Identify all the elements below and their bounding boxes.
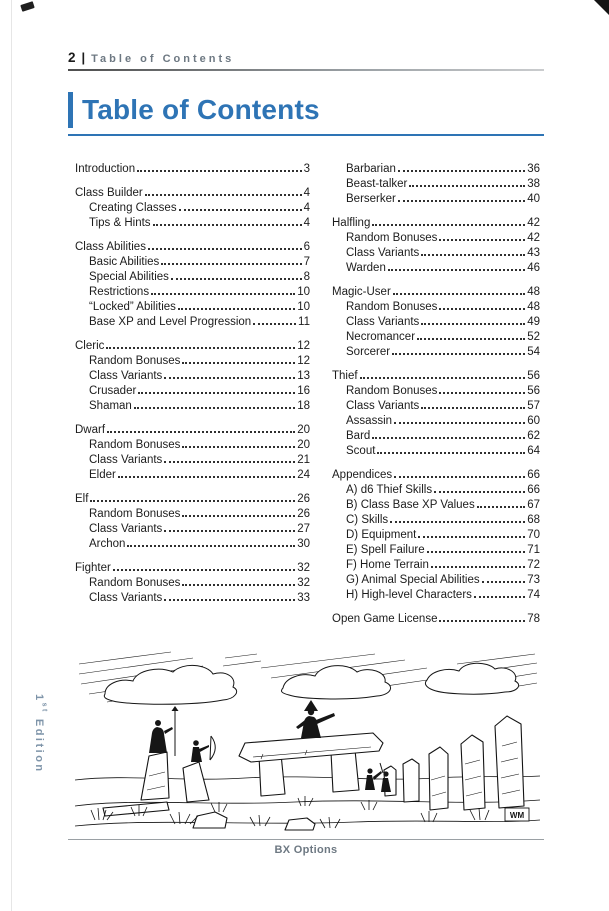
scan-artifact-top-left xyxy=(20,1,35,12)
toc-dot-leader xyxy=(164,461,295,463)
toc-entry-page: 13 xyxy=(297,370,310,382)
toc-entry-label: A) d6 Thief Skills xyxy=(346,484,433,496)
toc-entry-page: 46 xyxy=(527,262,540,274)
toc-entry-page: 72 xyxy=(527,559,540,571)
toc-entry-page: 54 xyxy=(527,346,540,358)
toc-entry xyxy=(75,298,310,313)
page-number: 2 xyxy=(68,50,76,65)
toc-dot-leader xyxy=(398,200,525,202)
title-rule xyxy=(68,134,544,136)
toc-dot-leader xyxy=(171,278,302,280)
toc-dot-leader xyxy=(439,308,525,310)
toc-entry xyxy=(332,160,540,175)
toc-entry-page: 56 xyxy=(527,370,540,382)
toc-dot-leader xyxy=(360,377,526,379)
toc-entry xyxy=(332,298,540,313)
toc-entry-page: 4 xyxy=(303,202,310,214)
toc-entry-page: 56 xyxy=(527,385,540,397)
toc-entry-page: 10 xyxy=(297,286,310,298)
toc-entry-label: Crusader xyxy=(89,385,137,397)
toc-dot-leader xyxy=(161,263,301,265)
toc-entry xyxy=(75,352,310,367)
toc-entry xyxy=(332,313,540,328)
toc-entry-label: Class Builder xyxy=(75,187,143,199)
toc-dot-leader xyxy=(421,407,525,409)
toc-entry-label: Special Abilities xyxy=(89,271,169,283)
toc-entry xyxy=(332,526,540,541)
toc-entry-label: Class Variants xyxy=(346,400,420,412)
toc-entry-label: “Locked” Abilities xyxy=(89,301,176,313)
toc-dot-leader xyxy=(90,500,295,502)
toc-dot-leader xyxy=(164,530,295,532)
toc-entry xyxy=(332,511,540,526)
toc-entry-page: 52 xyxy=(527,331,540,343)
toc-entry xyxy=(332,190,540,205)
toc-entry-page: 66 xyxy=(527,469,540,481)
toc-entry xyxy=(332,343,540,358)
illustration-standing-stones xyxy=(75,650,540,832)
toc-dot-leader xyxy=(439,239,525,241)
toc-entry-label: Class Abilities xyxy=(75,241,146,253)
toc-entry-label: Magic-User xyxy=(332,286,391,298)
toc-dot-leader xyxy=(145,194,302,196)
toc-entry-page: 43 xyxy=(527,247,540,259)
toc-entry-page: 6 xyxy=(303,241,310,253)
toc-dot-leader xyxy=(427,551,526,553)
toc-dot-leader xyxy=(179,209,302,211)
toc-entry xyxy=(75,520,310,535)
toc-entry xyxy=(332,481,540,496)
toc-dot-leader xyxy=(392,353,525,355)
toc-entry-label: Elder xyxy=(89,469,116,481)
toc-entry-label: Thief xyxy=(332,370,358,382)
toc-entry-label: H) High-level Characters xyxy=(346,589,472,601)
toc-entry-label: E) Spell Failure xyxy=(346,544,425,556)
toc-entry-page: 24 xyxy=(297,469,310,481)
toc-dot-leader xyxy=(393,293,525,295)
edition-number: 1 xyxy=(33,694,45,703)
toc-dot-leader xyxy=(394,476,525,478)
toc-entry xyxy=(75,559,310,574)
toc-entry xyxy=(75,397,310,412)
toc-dot-leader xyxy=(388,269,525,271)
toc-entry-page: 20 xyxy=(297,439,310,451)
toc-entry-label: Random Bonuses xyxy=(89,508,181,520)
toc-entry xyxy=(75,421,310,436)
toc-dot-leader xyxy=(137,170,301,172)
toc-dot-leader xyxy=(474,596,525,598)
toc-entry-label: Class Variants xyxy=(346,247,420,259)
toc-entry-label: Assassin xyxy=(346,415,393,427)
toc-dot-leader xyxy=(434,491,525,493)
toc-dot-leader xyxy=(134,407,295,409)
toc-entry xyxy=(332,175,540,190)
toc-dot-leader xyxy=(106,347,295,349)
toc-dot-leader xyxy=(439,620,525,622)
toc-entry-label: Class Variants xyxy=(89,523,163,535)
toc-entry-label: Class Variants xyxy=(346,316,420,328)
toc-dot-leader xyxy=(477,506,526,508)
toc-entry-label: Sorcerer xyxy=(346,346,391,358)
toc-entry-page: 33 xyxy=(297,592,310,604)
page-footer xyxy=(68,839,544,856)
toc-entry-page: 48 xyxy=(527,301,540,313)
toc-dot-leader xyxy=(398,170,525,172)
edition-ordinal: st xyxy=(40,702,48,714)
toc-entry xyxy=(75,214,310,229)
toc-entry xyxy=(332,283,540,298)
toc-entry xyxy=(332,229,540,244)
toc-dot-leader xyxy=(182,362,295,364)
toc-dot-leader xyxy=(409,185,525,187)
title-accent-bar xyxy=(68,92,73,128)
toc-entry-label: Shaman xyxy=(89,400,132,412)
toc-entry xyxy=(332,442,540,457)
toc-entry-page: 38 xyxy=(527,178,540,190)
toc-dot-leader xyxy=(107,431,295,433)
toc-entry-label: Restrictions xyxy=(89,286,150,298)
toc-entry-page: 40 xyxy=(527,193,540,205)
toc-dot-leader xyxy=(372,437,525,439)
figure-wizard xyxy=(296,700,335,738)
toc-entry xyxy=(332,328,540,343)
toc-entry xyxy=(75,451,310,466)
toc-entry xyxy=(332,610,540,625)
toc-entry-page: 78 xyxy=(527,613,540,625)
toc-dot-leader xyxy=(148,248,302,250)
toc-entry-label: Scout xyxy=(346,445,376,457)
toc-entry xyxy=(75,535,310,550)
toc-entry-label: B) Class Base XP Values xyxy=(346,499,475,511)
toc-entry-page: 3 xyxy=(303,163,310,175)
toc-entry xyxy=(332,427,540,442)
scan-artifact-top-right xyxy=(594,0,609,15)
toc-entry-label: Cleric xyxy=(75,340,105,352)
toc-entry xyxy=(75,160,310,175)
toc-entry-label: Base XP and Level Progression xyxy=(89,316,252,328)
figure-archer xyxy=(191,736,215,762)
toc-entry xyxy=(75,253,310,268)
title-block xyxy=(68,92,544,136)
toc-entry-page: 70 xyxy=(527,529,540,541)
toc-entry-page: 4 xyxy=(303,217,310,229)
toc-entry-page: 10 xyxy=(297,301,310,313)
toc-dot-leader xyxy=(127,545,295,547)
toc-dot-leader xyxy=(390,521,525,523)
toc-entry xyxy=(75,313,310,328)
toc-entry xyxy=(332,382,540,397)
toc-entry-label: Barbarian xyxy=(346,163,396,175)
header-divider: | xyxy=(81,50,86,65)
toc-entry xyxy=(75,283,310,298)
toc-entry-label: Class Variants xyxy=(89,592,163,604)
toc-entry-label: Fighter xyxy=(75,562,111,574)
toc-entry-label: Appendices xyxy=(332,469,393,481)
toc-entry xyxy=(332,556,540,571)
toc-entry-label: D) Equipment xyxy=(346,529,417,541)
toc-dot-leader xyxy=(164,377,295,379)
toc-entry-page: 62 xyxy=(527,430,540,442)
toc-entry xyxy=(332,367,540,382)
toc-entry-page: 36 xyxy=(527,163,540,175)
toc-entry-page: 64 xyxy=(527,445,540,457)
toc-entry xyxy=(75,466,310,481)
toc-entry xyxy=(75,238,310,253)
toc-dot-leader xyxy=(182,446,295,448)
toc-entry xyxy=(332,259,540,274)
footer-rule xyxy=(68,839,544,840)
edition-word: Edition xyxy=(33,718,45,774)
toc-entry-page: 71 xyxy=(527,544,540,556)
edition-sidebar-label xyxy=(33,694,48,774)
toc-entry xyxy=(75,337,310,352)
toc-entry-label: Open Game License xyxy=(332,613,438,625)
toc-entry-page: 4 xyxy=(303,187,310,199)
toc-entry-page: 27 xyxy=(297,523,310,535)
toc-entry-label: Random Bonuses xyxy=(346,232,438,244)
footer-title: BX Options xyxy=(274,844,338,856)
toc-entry-page: 7 xyxy=(303,256,310,268)
toc-dot-leader xyxy=(417,338,525,340)
toc-entry-label: Beast-talker xyxy=(346,178,408,190)
toc-entry xyxy=(75,436,310,451)
toc-entry-label: Class Variants xyxy=(89,454,163,466)
toc-entry-label: Random Bonuses xyxy=(346,385,438,397)
toc-dot-leader xyxy=(182,584,295,586)
toc-dot-leader xyxy=(394,422,525,424)
toc-entry-label: Random Bonuses xyxy=(89,577,181,589)
toc-entry-page: 12 xyxy=(297,355,310,367)
toc-entry xyxy=(75,505,310,520)
toc-dot-leader xyxy=(421,254,525,256)
figure-mage xyxy=(149,706,179,756)
artist-signature: WM xyxy=(509,811,525,820)
toc-entry-label: Bard xyxy=(346,430,371,442)
standing-stones-drawing xyxy=(75,650,540,832)
page-title: Table of Contents xyxy=(82,94,320,125)
toc-entry-label: Random Bonuses xyxy=(89,355,181,367)
toc-dot-leader xyxy=(113,569,295,571)
toc-entry-label: Random Bonuses xyxy=(346,301,438,313)
toc-entry-page: 73 xyxy=(527,574,540,586)
toc-dot-leader xyxy=(182,515,295,517)
toc-entry-label: Introduction xyxy=(75,163,136,175)
toc-dot-leader xyxy=(138,392,295,394)
toc-entry-page: 57 xyxy=(527,400,540,412)
toc-entry-label: F) Home Terrain xyxy=(346,559,429,571)
toc-entry-page: 18 xyxy=(297,400,310,412)
artist-signature-box xyxy=(505,808,529,821)
figure-fighter-1 xyxy=(365,763,383,790)
toc-entry xyxy=(332,586,540,601)
toc-entry xyxy=(75,268,310,283)
toc-entry xyxy=(75,490,310,505)
toc-dot-leader xyxy=(178,308,295,310)
toc-column-right xyxy=(332,160,540,625)
toc-entry xyxy=(75,184,310,199)
toc-entry xyxy=(75,199,310,214)
toc-entry xyxy=(332,541,540,556)
toc-dot-leader xyxy=(153,224,302,226)
toc-entry-page: 42 xyxy=(527,217,540,229)
toc-entry-page: 8 xyxy=(303,271,310,283)
toc-entry xyxy=(75,574,310,589)
header-rule xyxy=(68,69,544,71)
toc-entry xyxy=(332,466,540,481)
toc-entry-label: Class Variants xyxy=(89,370,163,382)
toc-entry-label: Creating Classes xyxy=(89,202,177,214)
toc-dot-leader xyxy=(118,476,295,478)
toc-entry-label: Necromancer xyxy=(346,331,416,343)
toc-dot-leader xyxy=(431,566,525,568)
toc-entry xyxy=(332,397,540,412)
toc-entry-label: Dwarf xyxy=(75,424,106,436)
toc-entry-page: 74 xyxy=(527,589,540,601)
toc-entry xyxy=(332,244,540,259)
toc-entry-page: 42 xyxy=(527,232,540,244)
running-header xyxy=(68,50,544,71)
toc-entry-page: 11 xyxy=(298,316,310,328)
toc-dot-leader xyxy=(439,392,525,394)
header-section-title: Table of Contents xyxy=(91,53,235,65)
table-of-contents xyxy=(75,160,540,625)
toc-entry-page: 21 xyxy=(297,454,310,466)
toc-entry xyxy=(332,214,540,229)
toc-entry xyxy=(75,589,310,604)
toc-entry xyxy=(332,571,540,586)
toc-entry-label: C) Skills xyxy=(346,514,389,526)
toc-entry-label: Random Bonuses xyxy=(89,439,181,451)
title-row xyxy=(68,92,544,128)
toc-entry-page: 20 xyxy=(297,424,310,436)
toc-entry-label: Halfling xyxy=(332,217,371,229)
toc-entry-page: 26 xyxy=(297,508,310,520)
toc-entry-label: Tips & Hints xyxy=(89,217,151,229)
toc-dot-leader xyxy=(151,293,295,295)
toc-entry-label: Berserker xyxy=(346,193,396,205)
toc-entry-page: 32 xyxy=(297,577,310,589)
toc-entry-label: Elf xyxy=(75,493,89,505)
toc-entry-page: 30 xyxy=(297,538,310,550)
toc-entry-label: Warden xyxy=(346,262,386,274)
toc-entry-page: 48 xyxy=(527,286,540,298)
toc-entry-label: Archon xyxy=(89,538,126,550)
toc-entry-page: 12 xyxy=(297,340,310,352)
toc-dot-leader xyxy=(377,452,525,454)
toc-dot-leader xyxy=(418,536,525,538)
toc-column-left xyxy=(75,160,310,625)
page-edge-shadow xyxy=(11,0,12,911)
toc-entry-page: 32 xyxy=(297,562,310,574)
toc-entry-page: 68 xyxy=(527,514,540,526)
running-header-line xyxy=(68,50,544,65)
toc-entry xyxy=(332,412,540,427)
toc-entry-page: 60 xyxy=(527,415,540,427)
toc-entry-page: 66 xyxy=(527,484,540,496)
toc-entry-page: 16 xyxy=(297,385,310,397)
toc-dot-leader xyxy=(372,224,525,226)
toc-dot-leader xyxy=(421,323,525,325)
toc-entry xyxy=(75,382,310,397)
toc-entry-page: 26 xyxy=(297,493,310,505)
toc-entry xyxy=(332,496,540,511)
toc-entry xyxy=(75,367,310,382)
toc-entry-page: 67 xyxy=(527,499,540,511)
toc-dot-leader xyxy=(482,581,526,583)
toc-entry-page: 49 xyxy=(527,316,540,328)
toc-entry-label: Basic Abilities xyxy=(89,256,160,268)
toc-dot-leader xyxy=(253,323,296,325)
toc-dot-leader xyxy=(164,599,295,601)
toc-entry-label: G) Animal Special Abilities xyxy=(346,574,480,586)
